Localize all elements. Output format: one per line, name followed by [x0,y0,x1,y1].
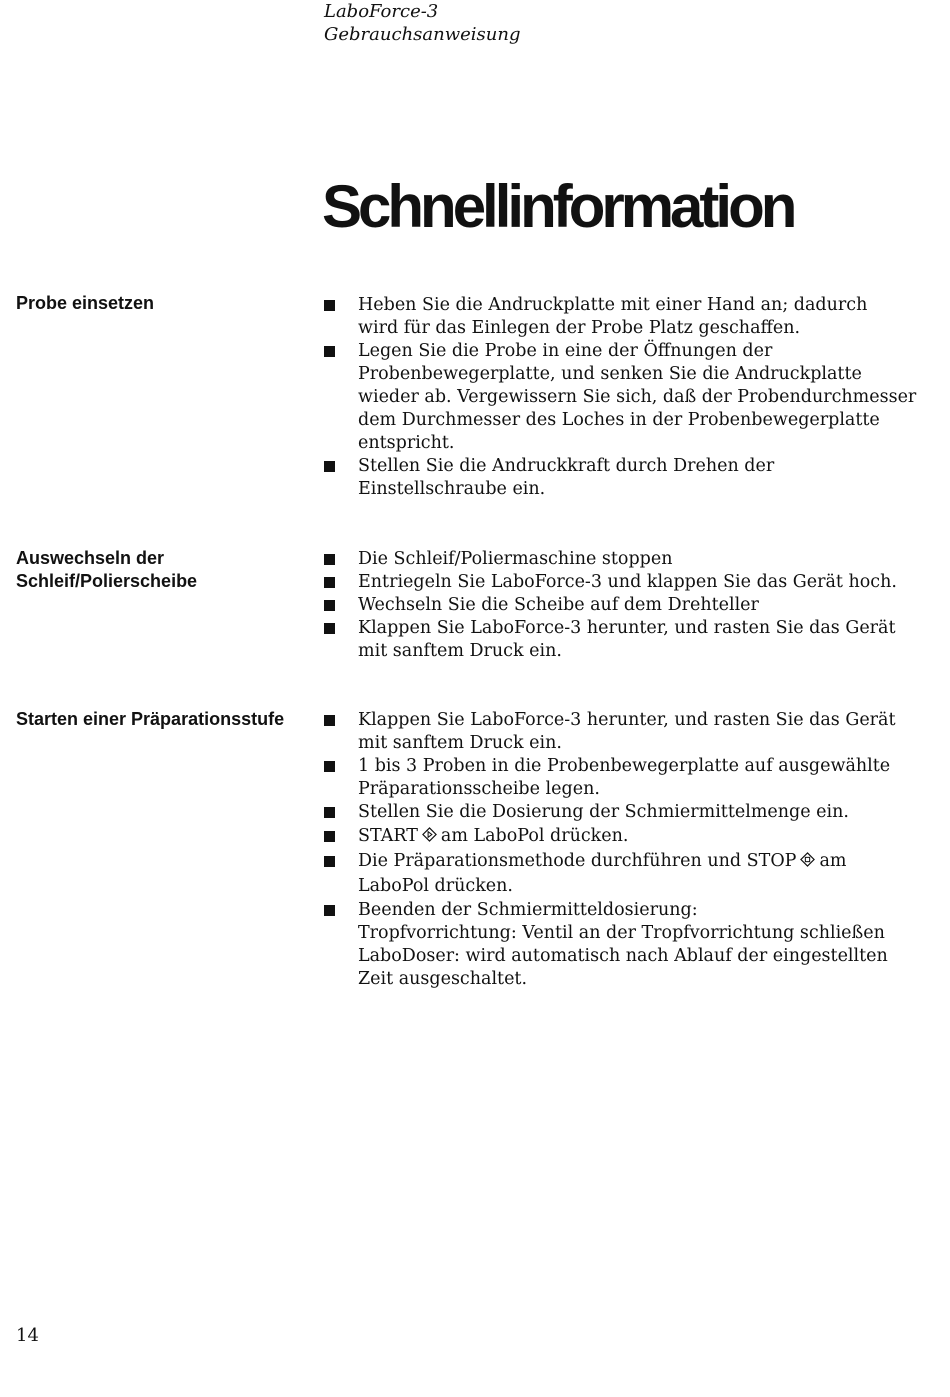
list-item-line: Legen Sie die Probe in eine der Öffnungen der [358,341,773,361]
list-item-line: wieder ab. Vergewissern Sie sich, daß der Probendurchmesser [358,387,917,407]
start-key-icon [422,827,437,842]
list-item-line: entspricht. [358,433,455,453]
section-label-auswechseln [16,547,316,593]
list-item [323,548,923,571]
square-bullet-icon [324,831,335,842]
list-item-line: Stellen Sie die Andruckkraft durch Drehen der [358,456,775,476]
bullet-list-starten [323,709,923,991]
square-bullet-icon [324,905,335,916]
list-item-line: wird für das Einlegen der Probe Platz geschaffen. [358,318,801,338]
list-item-line: Beenden der Schmiermitteldosierung: [358,900,698,920]
list-item [323,801,923,824]
square-bullet-icon [324,761,335,772]
section-label-line: Probe einsetzen [16,293,155,313]
page-number: 14 [16,1325,39,1346]
square-bullet-icon [324,856,335,867]
list-item-line [358,824,923,849]
list-item [323,899,923,991]
bullet-list-probe-einsetzen [323,294,923,501]
header-document-type: Gebrauchsanweisung [324,24,521,45]
list-item [323,455,923,501]
list-item [323,849,923,899]
list-item [323,824,923,849]
list-item-line: Klappen Sie LaboForce-3 herunter, und rasten Sie das Gerät [358,710,896,730]
list-item-line: Wechseln Sie die Scheibe auf dem Drehteller [358,595,759,615]
list-item-line: mit sanftem Druck ein. [358,733,562,753]
list-item [323,594,923,617]
list-item-line: Heben Sie die Andruckplatte mit einer Hand an; dadurch [358,295,868,315]
bullet-list-auswechseln [323,548,923,663]
list-item-line: dem Durchmesser des Loches in der Probenbewegerplatte [358,410,880,430]
running-header [324,0,520,46]
square-bullet-icon [324,300,335,311]
square-bullet-icon [324,807,335,818]
list-item-line: Präparationsscheibe legen. [358,779,600,799]
section-label-line: Starten einer Präparationsstufe [16,709,285,729]
inline-text: Die Präparationsmethode durchführen und STOP [358,851,797,871]
square-bullet-icon [324,715,335,726]
page-title: Schnellinformation [322,173,794,240]
list-item [323,340,923,455]
header-product-name: LaboForce-3 [324,1,439,22]
inline-text: START [358,826,418,846]
list-item [323,755,923,801]
list-item-line: Stellen Sie die Dosierung der Schmiermittelmenge ein. [358,802,849,822]
list-item [323,571,923,594]
section-label-line: Auswechseln der [16,548,165,568]
list-item-line: Probenbewegerplatte, und senken Sie die Andruckplatte [358,364,862,384]
list-item-line [358,849,923,874]
section-label-starten [16,708,316,731]
square-bullet-icon [324,461,335,472]
section-label-probe-einsetzen [16,292,316,315]
square-bullet-icon [324,577,335,588]
square-bullet-icon [324,623,335,634]
list-item-line: LaboPol drücken. [358,876,513,896]
list-item-line: Klappen Sie LaboForce-3 herunter, und rasten Sie das Gerät [358,618,896,638]
square-bullet-icon [324,600,335,611]
list-item-line: Zeit ausgeschaltet. [358,969,528,989]
inline-text: am LaboPol drücken. [440,826,629,846]
list-item-line: Tropfvorrichtung: Ventil an der Tropfvorrichtung schließen [358,923,885,943]
list-item [323,709,923,755]
list-item-line: Einstellschraube ein. [358,479,546,499]
list-item-line: Entriegeln Sie LaboForce-3 und klappen Sie das Gerät hoch. [358,572,897,592]
list-item-line: 1 bis 3 Proben in die Probenbewegerplatte auf ausgewählte [358,756,891,776]
list-item-line: LaboDoser: wird automatisch nach Ablauf der eingestellten [358,946,888,966]
list-item [323,294,923,340]
list-item-line: mit sanftem Druck ein. [358,641,562,661]
list-item-line: Die Schleif/Poliermaschine stoppen [358,549,673,569]
list-item [323,617,923,663]
inline-text: am [819,851,847,871]
section-label-line: Schleif/Polierscheibe [16,571,198,591]
square-bullet-icon [324,346,335,357]
square-bullet-icon [324,554,335,565]
stop-key-icon [800,852,815,867]
